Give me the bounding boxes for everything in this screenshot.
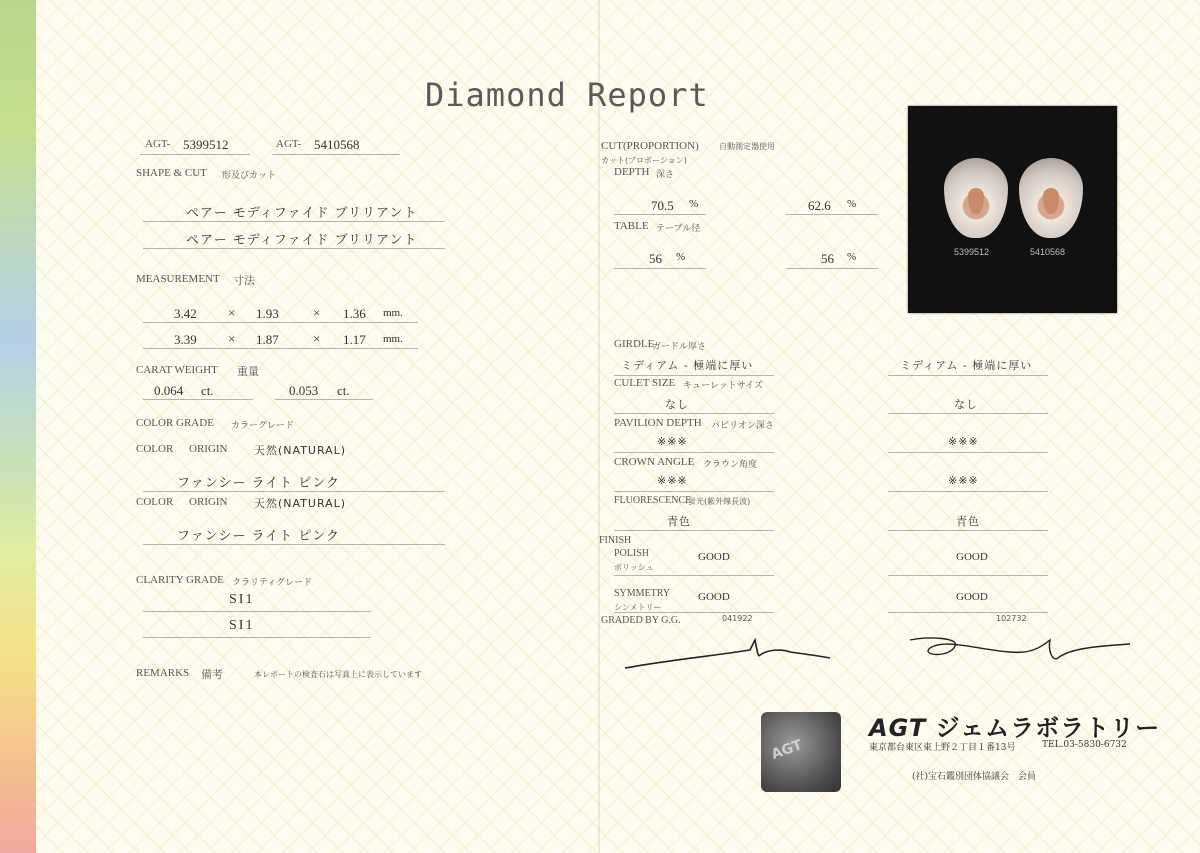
shape-cut-value-2: ペアー モディファイド ブリリアント [186,233,418,248]
color1-origin-label: ORIGIN [189,443,228,455]
clarity-label-jp: クラリティグレード [232,578,313,588]
symmetry-value-1: GOOD [698,591,730,603]
cut-note: 自動測定器使用 [719,142,775,151]
measurement-1-unit: mm. [383,307,403,319]
rule [614,375,774,376]
girdle-label: GIRDLE [614,338,655,350]
clarity-value-1: SI1 [229,592,255,607]
measurement-2-unit: mm. [383,333,403,345]
measurement-label-jp: 寸法 [233,275,255,287]
rule [143,221,445,222]
grader-number-2: 102732 [996,614,1027,623]
girdle-value-2: ミディアム - 極端に厚い [900,359,1033,372]
polish-value-1: GOOD [698,551,730,563]
grader-number-1: 041922 [722,614,753,623]
girdle-label-jp: ガードル厚さ [652,342,707,352]
table-unit-2: % [847,251,857,263]
measurement-2-a: 3.39 [174,332,197,347]
carat-unit-2: ct. [337,383,350,398]
table-value-1: 56 [649,251,662,266]
color2-value: ファンシー ライト ピンク [177,529,341,544]
clarity-value-2: SI1 [229,618,255,633]
rule [614,214,706,215]
color-grade-label: COLOR GRADE [136,417,214,429]
rule [888,612,1048,613]
finish-label: FINISH [599,535,632,546]
times-sign: × [228,305,236,320]
carat-label: CARAT WEIGHT [136,364,218,376]
id1-prefix: AGT- [145,138,171,150]
symmetry-label: SYMMETRY [614,588,671,599]
measurement-2-c: 1.17 [343,332,366,347]
shape-cut-value-1: ペアー モディファイド ブリリアント [186,206,418,221]
times-sign: × [313,305,321,320]
symmetry-value-2: GOOD [956,591,988,603]
rule [888,530,1048,531]
company-membership: (社)宝石鑑別団体協議会 会員 [912,772,1037,782]
rule [614,491,774,492]
fluorescence-label: FLUORESCENCE [614,495,692,506]
pavilion-label: PAVILION DEPTH [614,417,702,429]
crown-label-jp: クラウン角度 [703,460,758,470]
symmetry-label-jp: シンメトリー [614,603,662,612]
depth-value-2: 62.6 [808,198,831,213]
rule [888,375,1048,376]
company-tel: TEL.03-5830-6732 [1042,740,1127,750]
rule [614,452,774,453]
rule [614,530,774,531]
pavilion-label-jp: パビリオン深さ [711,421,774,431]
rule [888,452,1048,453]
rule [888,491,1048,492]
polish-label: POLISH [614,548,650,559]
depth-value-1: 70.5 [651,198,674,213]
rule [786,214,878,215]
rule [786,268,878,269]
rule [143,544,445,545]
company-logo-latin: AGT [869,714,927,742]
rule [275,399,373,400]
company-address: 東京都台東区東上野２丁目１番13号 [869,743,1016,753]
stone-photo [908,106,1117,313]
carat-label-jp: 重量 [237,366,259,378]
hologram-text: AGT [769,737,805,763]
rule [888,413,1048,414]
report-title: Diamond Report [425,76,709,114]
times-sign: × [228,331,236,346]
stone-image-2 [1019,158,1083,238]
clarity-label: CLARITY GRADE [136,574,224,586]
rule [143,248,445,249]
rule [143,491,445,492]
color-grade-label-jp: カラーグレード [231,421,295,431]
fluorescence-value-1: 青色 [667,515,691,528]
crown-value-2: ※※※ [948,474,979,487]
shape-cut-label: SHAPE & CUT [136,167,207,179]
rule [143,322,418,323]
remarks-label: REMARKS [136,667,190,679]
color2-label: COLOR [136,496,174,508]
graded-label: GRADED BY G.G. [601,615,681,626]
id2-value: 5410568 [314,137,360,152]
remarks-text: 本レポートの検査石は写真上に表示しています [254,670,422,679]
remarks-label-jp: 備考 [201,669,223,681]
rule [614,575,774,576]
color1-label: COLOR [136,443,174,455]
culet-label: CULET SIZE [614,377,676,389]
measurement-1-c: 1.36 [343,306,366,321]
depth-unit-1: % [689,198,699,210]
fluorescence-label-jp: 蛍光(紫外線長波) [688,497,751,506]
rule [888,575,1048,576]
measurement-label: MEASUREMENT [136,273,220,285]
rule [143,637,371,638]
culet-label-jp: キューレットサイズ [683,381,764,391]
table-label-jp: テーブル径 [656,224,701,234]
color2-origin-label: ORIGIN [189,496,228,508]
girdle-value-1: ミディアム - 極端に厚い [621,359,754,372]
rule [143,348,418,349]
carat-unit-1: ct. [201,383,214,398]
measurement-1-b: 1.93 [256,306,279,321]
photo-label-1: 5399512 [954,247,990,257]
rule [614,268,706,269]
crown-label: CROWN ANGLE [614,456,695,468]
stone-image-1 [944,158,1008,238]
carat-value-1: 0.064 [154,383,184,398]
table-value-2: 56 [821,251,834,266]
culet-value-1: なし [665,398,689,411]
color1-value: ファンシー ライト ピンク [177,476,341,491]
grader-signature-2 [900,628,1140,673]
times-sign: × [313,331,321,346]
measurement-2-b: 1.87 [256,332,279,347]
color1-origin: 天然(NATURAL) [254,444,347,457]
cut-label-jp: カット(プロポーション) [601,156,687,165]
id2-prefix: AGT- [276,138,302,150]
rule [614,413,774,414]
depth-label: DEPTH [614,166,650,178]
id1-value: 5399512 [183,137,229,152]
pavilion-value-1: ※※※ [657,435,688,448]
company-logo-jp: ジェムラボラトリー [935,714,1161,742]
depth-unit-2: % [847,198,857,210]
table-unit-1: % [676,251,686,263]
color-calibration-strip [0,0,36,853]
polish-value-2: GOOD [956,551,988,563]
carat-value-2: 0.053 [289,383,319,398]
table-label: TABLE [614,220,649,232]
polish-label-jp: ポリッシュ [614,563,654,572]
rule [140,154,250,155]
color2-origin: 天然(NATURAL) [254,497,347,510]
rule [143,399,253,400]
fluorescence-value-2: 青色 [956,515,980,528]
page-fold [598,0,600,853]
hologram-seal [761,712,841,792]
company-logo [869,708,1160,743]
rule [272,154,400,155]
culet-value-2: なし [954,398,978,411]
depth-label-jp: 深さ [656,170,675,180]
rule [614,612,774,613]
rule [143,611,371,612]
cut-label: CUT(PROPORTION) [601,140,699,152]
measurement-1-a: 3.42 [174,306,197,321]
pavilion-value-2: ※※※ [948,435,979,448]
shape-cut-label-jp: 形及びカット [222,171,276,181]
photo-label-2: 5410568 [1030,247,1066,257]
grader-signature-1 [620,630,840,675]
crown-value-1: ※※※ [657,474,688,487]
